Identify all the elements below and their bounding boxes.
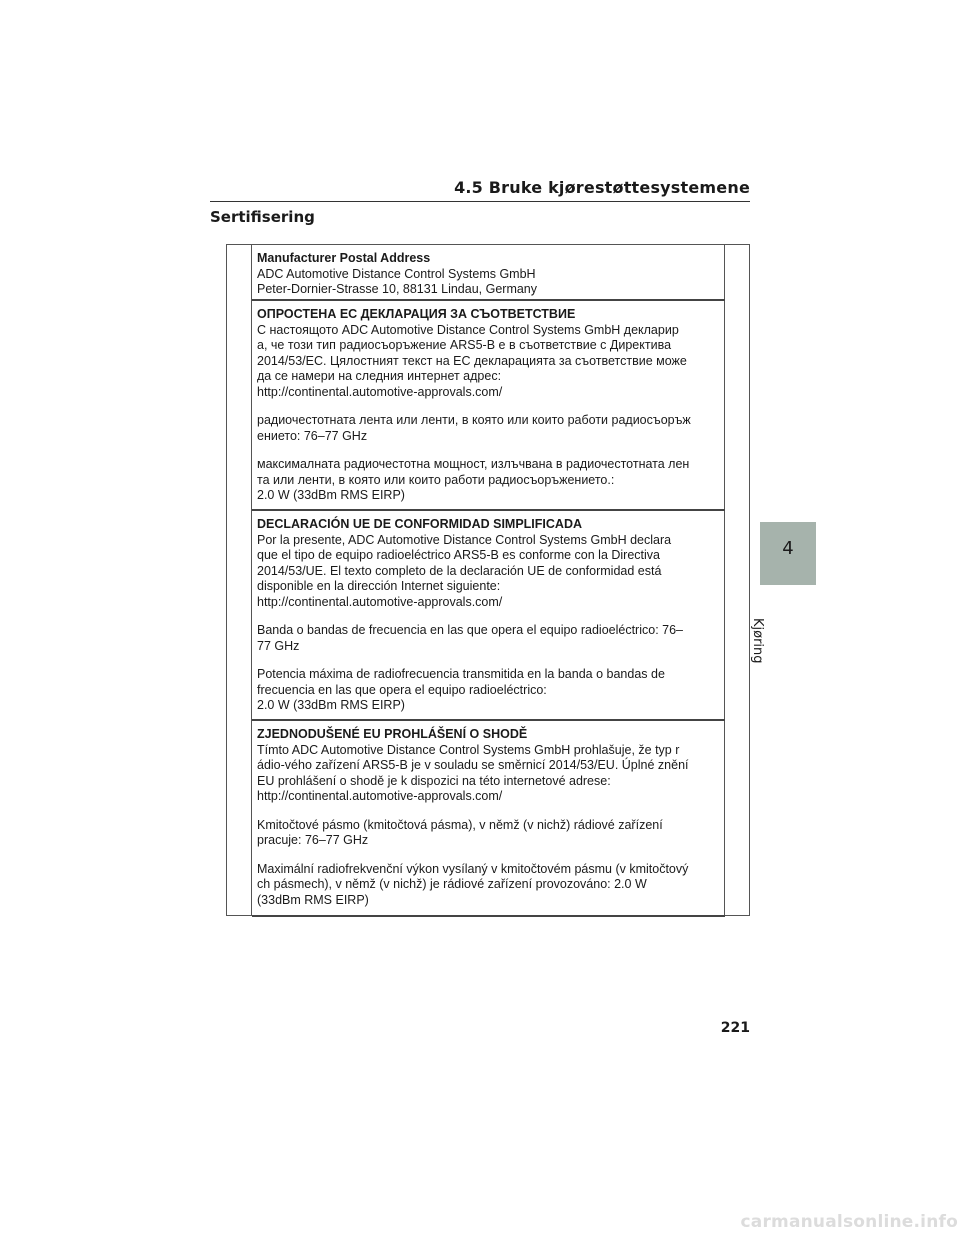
block-text: Por la presente, ADC Automotive Distance Control Systems GmbH declara que el tipo de equipo radioeléctrico ARS5-B es conforme con la Directiva 2014/53/UE. El texto completo de la declaración UE de conformidad está disponible en la dirección Internet siguiente: http://continental.automotive-approvals.com/ — [257, 532, 672, 609]
block-power: Maximální radiofrekvenční výkon vysílaný v kmitočtovém pásmu (v kmitočtový ch pásmech), v němž (v nichž) je rádiové zařízení provozováno: 2.0 W (33dBm RMS EIRP) — [257, 861, 689, 907]
block-frequency: радиочестотната лента или ленти, в която или които работи радиосъоръж ението: 76–77 GHz — [257, 413, 691, 443]
block-title: Manufacturer Postal Address — [257, 251, 431, 265]
chapter-tab-number: 4 — [782, 538, 794, 559]
certification-frame — [226, 244, 750, 916]
block-spanish — [252, 511, 725, 721]
block-power: Potencia máxima de radiofrecuencia transmitida en la banda o bandas de frecuencia en las que opera el equipo radioeléctrico: 2.0 W (33dBm RMS EIRP) — [257, 667, 665, 712]
header-rule — [210, 201, 750, 202]
watermark: carmanualsonline.info — [740, 1212, 958, 1232]
running-head: 4.5 Bruke kjørestøttesystemene — [454, 178, 750, 197]
block-bulgarian — [252, 301, 725, 511]
page-number: 221 — [720, 1020, 750, 1036]
section-title: Sertifisering — [210, 208, 315, 226]
chapter-tab-label: Kjøring — [750, 618, 765, 664]
block-text: Peter-Dornier-Strasse 10, 88131 Lindau, Germany — [257, 282, 538, 296]
block-title: ОПРОСТЕНА ЕС ДЕКЛАРАЦИЯ ЗА СЪОТВЕТСТВИЕ — [257, 307, 576, 321]
block-text: ADC Automotive Distance Control Systems GmbH — [257, 266, 536, 281]
block-title: ZJEDNODUŠENÉ EU PROHLÁŠENÍ O SHODĚ — [257, 727, 528, 741]
certification-blocks — [252, 245, 725, 917]
block-manufacturer — [252, 245, 725, 301]
block-text: С настоящото ADC Automotive Distance Control Systems GmbH декларир а, че този тип радиосъоръжение ARS5-B е в съответствие с Директива 2014/53/ЕС. Цялостният текст на ЕС декларацията за съответствие може да се намери на следния интернет адрес: http://continental.automotive-approvals.com/ — [257, 322, 687, 399]
block-power: максималната радиочестотна мощност, излъчвана в радиочестотната лен та или ленти, в която или които работи радиосъоръжението.: 2.0 W (33dBm RMS EIRP) — [257, 457, 690, 502]
block-frequency: Banda o bandas de frecuencia en las que opera el equipo radioeléctrico: 76– 77 GHz — [257, 623, 684, 653]
block-text: Tímto ADC Automotive Distance Control Systems GmbH prohlašuje, že typ r ádio-vého zařízení ARS5-B je v souladu se směrnicí 2014/53/EU. Úplné znění EU prohlášení o shodě je k dispozici na této internetové adrese: http://continental.automotive-approvals.com/ — [257, 742, 689, 803]
block-czech — [252, 721, 725, 917]
block-frequency: Kmitočtové pásmo (kmitočtová pásma), v němž (v nichž) rádiové zařízení pracuje: 76–77 GHz — [257, 817, 663, 847]
block-title: DECLARACIÓN UE DE CONFORMIDAD SIMPLIFICADA — [257, 517, 582, 531]
